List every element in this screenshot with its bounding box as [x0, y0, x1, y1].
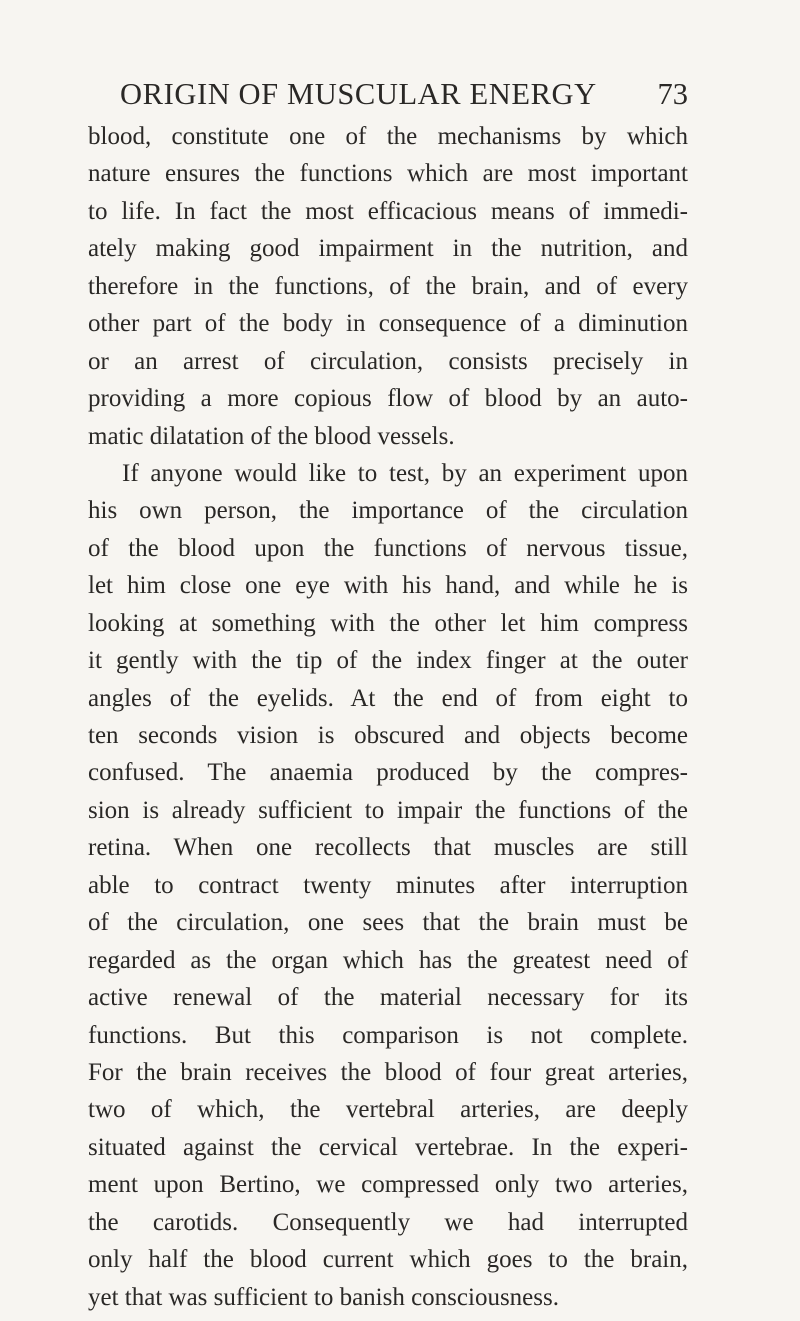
- text-line: sion is already sufficient to impair the functions of the: [88, 796, 688, 824]
- running-title: ORIGIN OF MUSCULAR ENERGY: [120, 77, 597, 111]
- text-line: functions. But this comparison is not complete.: [88, 1021, 688, 1049]
- text-line: ment upon Bertino, we compressed only two arteries,: [88, 1171, 688, 1199]
- text-line: regarded as the organ which has the greatest need of: [88, 946, 688, 974]
- text-line: other part of the body in consequence of a diminution: [88, 310, 688, 338]
- text-line: ten seconds vision is obscured and objects become: [88, 722, 688, 749]
- text-line: two of which, the vertebral arteries, are deeply: [88, 1096, 688, 1124]
- text-line: retina. When one recollects that muscles are still: [88, 834, 688, 862]
- text-line: his own person, the importance of the circulation: [88, 497, 688, 525]
- running-head: [120, 74, 688, 114]
- text-line: or an arrest of circulation, consists precisely in: [88, 347, 688, 375]
- text-line: it gently with the tip of the index finger at the outer: [88, 647, 688, 675]
- text-line: confused. The anaemia produced by the compres-: [88, 759, 688, 787]
- text-line: providing a more copious flow of blood by an auto-: [88, 385, 688, 413]
- text-line: of the circulation, one sees that the brain must be: [88, 909, 688, 937]
- paragraph-start-line: If anyone would like to test, by an experiment upon: [122, 459, 688, 487]
- text-line: of the blood upon the functions of nervous tissue,: [88, 534, 688, 562]
- paragraph-end-line: matic dilatation of the blood vessels.: [88, 422, 455, 450]
- text-line: ately making good impairment in the nutrition, and: [88, 235, 688, 263]
- text-line: angles of the eyelids. At the end of from eight to: [88, 684, 688, 712]
- text-line: situated against the cervical vertebrae. In the experi-: [88, 1133, 688, 1161]
- text-line: looking at something with the other let him compress: [88, 609, 688, 637]
- text-line: only half the blood current which goes to the brain,: [88, 1246, 688, 1274]
- page-number: 73: [657, 77, 688, 111]
- text-line: the carotids. Consequently we had interrupted: [88, 1208, 688, 1236]
- text-line: blood, constitute one of the mechanisms by which: [88, 123, 688, 150]
- text-line: therefore in the functions, of the brain, and of every: [88, 272, 688, 300]
- body-text: [88, 118, 688, 1316]
- text-line: able to contract twenty minutes after interruption: [88, 871, 688, 899]
- text-line: For the brain receives the blood of four great arteries,: [88, 1058, 688, 1086]
- text-line: active renewal of the material necessary for its: [88, 984, 688, 1012]
- text-line: to life. In fact the most efficacious means of immedi-: [88, 197, 688, 225]
- text-line: let him close one eye with his hand, and while he is: [88, 572, 688, 600]
- text-line: nature ensures the functions which are most important: [88, 160, 688, 188]
- paragraph-end-line: yet that was sufficient to banish consciousness.: [88, 1283, 559, 1311]
